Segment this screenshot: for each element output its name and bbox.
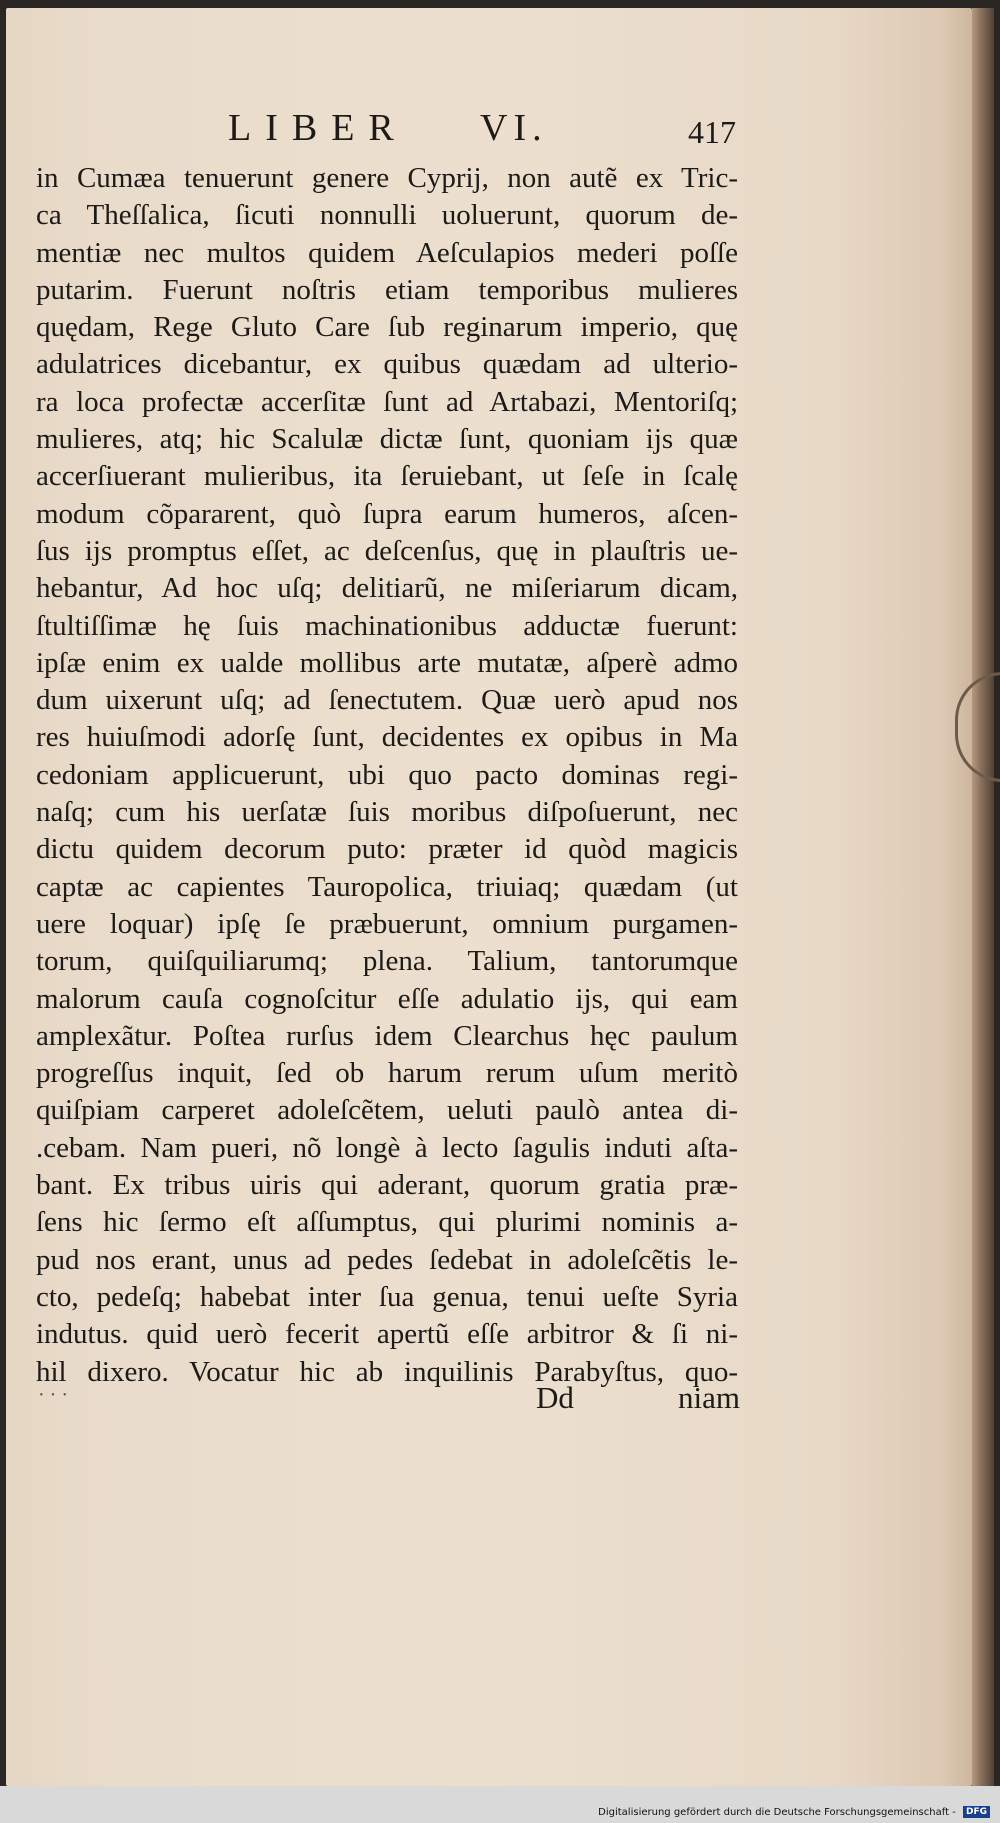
text-line: amplexãtur. Poſtea rurſus idem Clearchus hęc paulum — [36, 1019, 738, 1052]
text-line: indutus. quid uerò fecerit apertũ eſſe arbitror & ſi ni- — [36, 1318, 738, 1351]
running-title: LIBER — [228, 107, 408, 149]
text-line: ra loca profectæ accerſitæ ſunt ad Artabazi, Mentoriſq; — [36, 385, 738, 418]
text-line: dum uixerunt uſq; ad ſenectutem. Quæ uerò apud nos — [36, 684, 738, 717]
running-volume: VI. — [480, 107, 548, 149]
text-line: hil dixero. Vocatur hic ab inquilinis Parabyſtus, quo- — [36, 1355, 738, 1388]
book-fore-edge — [972, 8, 994, 1786]
text-line: progreſſus inquit, ſed ob harum rerum uſum meritò — [36, 1057, 738, 1090]
text-line: cto, pedeſq; habebat inter ſua genua, tenui ueſte Syria — [36, 1280, 738, 1313]
text-line: ca Theſſalica, ſicuti nonnulli uoluerunt, quorum de- — [36, 199, 738, 232]
text-line: res huiuſmodi adorſę ſunt, decidentes ex opibus in Ma — [36, 721, 738, 754]
text-line: accerſiuerant mulieribus, ita ſeruiebant, ut ſeſe in ſcalę — [36, 460, 738, 493]
text-line: ſens hic ſermo eſt aſſumptus, qui plurimi nominis a- — [36, 1206, 738, 1239]
text-line: .cebam. Nam pueri, nõ longè à lecto ſagulis induti aſta- — [36, 1131, 738, 1164]
dfg-logo: DFG — [963, 1806, 990, 1818]
text-line: mulieres, atq; hic Scalulæ dictæ ſunt, quoniam ijs quæ — [36, 423, 738, 456]
signature-mark: Dd — [536, 1380, 574, 1415]
text-line: cedoniam applicuerunt, ubi quo pacto dominas regi- — [36, 758, 738, 791]
text-line: pud nos erant, unus ad pedes ſedebat in adoleſcẽtis le- — [36, 1243, 738, 1276]
text-line: torum, quiſquiliarumq; plena. Talium, tantorumque — [36, 945, 738, 978]
text-line: ſus ijs promptus eſſet, ac deſcenſus, quę in plauſtris ue- — [36, 534, 738, 567]
text-line: adulatrices dicebantur, ex quibus quædam ad ulterio- — [36, 348, 738, 381]
text-line: uere loquar) ipſę ſe præbuerunt, omnium purgamen- — [36, 907, 738, 940]
credit-text: Digitalisierung gefördert durch die Deutsche Forschungsgemeinschaft - — [598, 1807, 956, 1818]
catch-line — [36, 1380, 738, 1420]
text-line: bant. Ex tribus uiris qui aderant, quorum gratia præ- — [36, 1169, 738, 1202]
text-line: modum cõpararent, quò ſupra earum humeros, aſcen- — [36, 497, 738, 530]
text-line: quędam, Rege Gluto Care ſub reginarum imperio, quę — [36, 311, 738, 344]
text-line: naſq; cum his uerſatæ ſuis moribus diſpoſuerunt, nec — [36, 796, 738, 829]
text-line: dictu quidem decorum puto: præter id quòd magicis — [36, 833, 738, 866]
text-line: quiſpiam carperet adoleſcẽtem, ueluti paulò antea di- — [36, 1094, 738, 1127]
page-number: 417 — [688, 114, 736, 150]
text-line: ſtultiſſimæ hę ſuis machinationibus adductæ fuerunt: — [36, 609, 738, 642]
catchword: niam — [678, 1380, 740, 1415]
text-line: putarim. Fuerunt noſtris etiam temporibus mulieres — [36, 273, 738, 306]
ink-mark: · · · — [38, 1384, 68, 1406]
text-line: mentiæ nec multos quidem Aeſculapios mederi poſſe — [36, 236, 738, 269]
text-line: malorum cauſa cognoſcitur eſſe adulatio ijs, qui eam — [36, 982, 738, 1015]
text-line: ipſæ enim ex ualde mollibus arte mutatæ, aſperè admo — [36, 646, 738, 679]
body-text — [36, 160, 738, 1391]
text-line: hebantur, Ad hoc uſq; delitiarũ, ne miſeriarum dicam, — [36, 572, 738, 605]
digitization-credit — [598, 1806, 990, 1818]
text-line: in Cumæa tenuerunt genere Cyprij, non autẽ ex Tric- — [36, 162, 738, 194]
text-line: captæ ac capientes Tauropolica, triuiaq; quædam (ut — [36, 870, 738, 903]
